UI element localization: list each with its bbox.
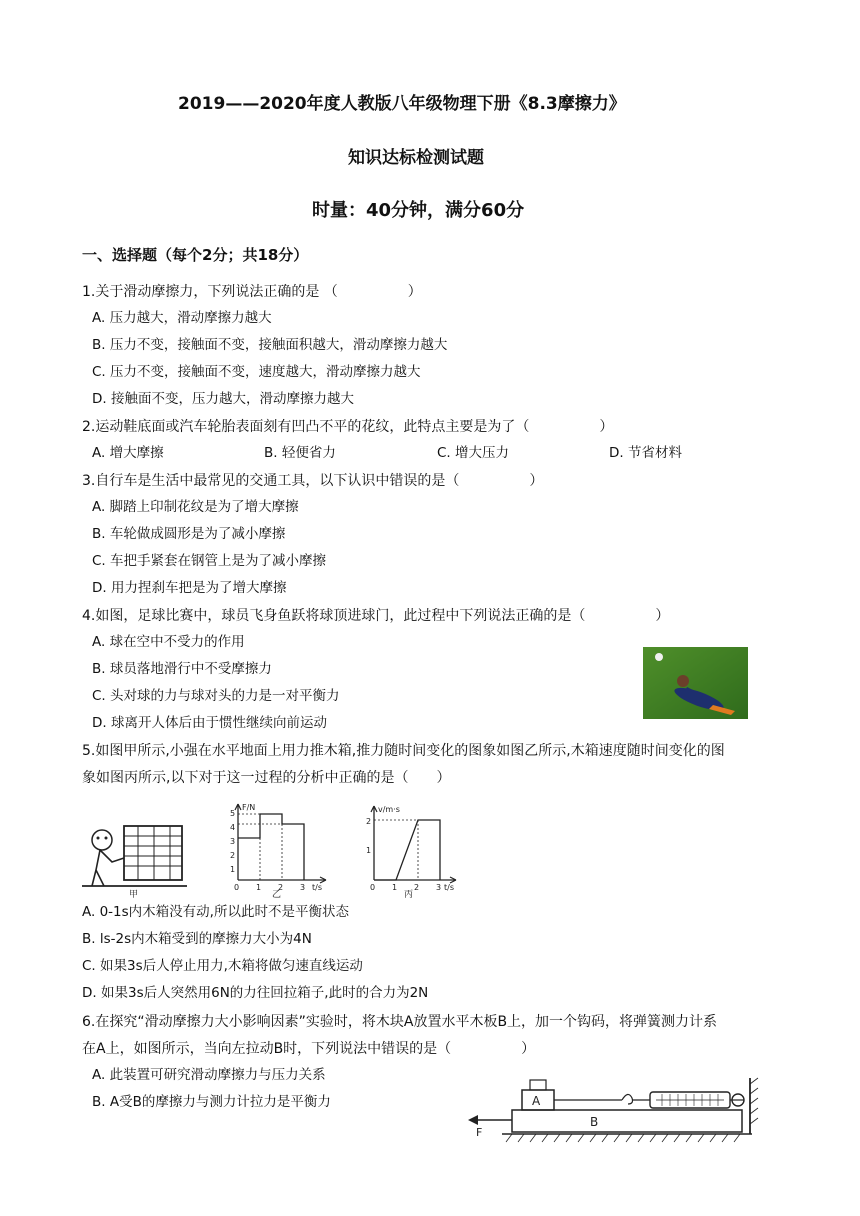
y-tick: 4 (230, 823, 236, 832)
question-3-option-d: D. 用力捏刹车把是为了增大摩擦 (92, 580, 287, 596)
x-tick: 2 (414, 883, 420, 892)
velocity-time-graph (360, 800, 460, 898)
x-tick: 0 (234, 883, 240, 892)
x-tick: 3 (436, 883, 442, 892)
label-jia: 甲 (129, 890, 139, 898)
question-1-option-c: C. 压力不变，接触面不变，速度越大，滑动摩擦力越大 (92, 364, 421, 380)
question-3-option-c: C. 车把手紧套在钢管上是为了减小摩擦 (92, 553, 327, 569)
question-5-option-c: C. 如果3s后人停止用力,木箱将做匀速直线运动 (82, 958, 363, 974)
velocity-line (374, 820, 440, 880)
question-5-option-a: A. 0-1s内木箱没有动,所以此时不是平衡状态 (82, 904, 349, 920)
question-2-option-b: B. 轻便省力 (264, 445, 336, 461)
question-4-option-a: A. 球在空中不受力的作用 (92, 634, 245, 650)
x-tick: 1 (392, 883, 398, 892)
question-6-option-a: A. 此装置可研究滑动摩擦力与压力关系 (92, 1067, 326, 1083)
label-board-b: B (590, 1115, 599, 1129)
friction-apparatus-diagram (462, 1074, 762, 1146)
question-4-stem: 4.如图，足球比赛中，球员飞身鱼跃将球顶进球门，此过程中下列说法正确的是（ ） (82, 608, 670, 624)
graph2-ylabel: v/m·s (378, 805, 400, 814)
question-4-option-b: B. 球员落地滑行中不受摩擦力 (92, 661, 272, 677)
y-tick: 1 (366, 846, 372, 855)
question-4-option-d: D. 球离开人体后由于惯性继续向前运动 (92, 715, 327, 731)
y-tick: 1 (230, 865, 236, 874)
question-4-option-c: C. 头对球的力与球对头的力是一对平衡力 (92, 688, 340, 704)
graph1-ylabel: F/N (242, 803, 256, 812)
x-tick: 3 (300, 883, 306, 892)
label-bing: 丙 (404, 890, 414, 898)
question-1-stem: 1.关于滑动摩擦力，下列说法正确的是 （ ） (82, 284, 422, 300)
question-2-option-c: C. 增大压力 (437, 445, 510, 461)
question-3-option-a: A. 脚踏上印制花纹是为了增大摩擦 (92, 499, 299, 515)
question-1-option-a: A. 压力越大，滑动摩擦力越大 (92, 310, 272, 326)
label-yi: 乙 (272, 890, 282, 898)
question-5-stem-line1: 5.如图甲所示,小强在水平地面上用力推木箱,推力随时间变化的图象如图乙所示,木箱速度随时间变化的图 (82, 743, 725, 759)
question-3-option-b: B. 车轮做成圆形是为了减小摩擦 (92, 526, 286, 542)
force-time-graph (224, 798, 332, 898)
document-subtitle: 知识达标检测试题 (348, 148, 484, 168)
y-tick: 2 (230, 851, 236, 860)
soccer-header-photo (643, 647, 748, 719)
question-6-stem-line2: 在A上，如图所示，当向左拉动B时，下列说法中错误的是（ ） (82, 1041, 536, 1057)
question-5-stem-line2: 象如图丙所示,以下对于这一过程的分析中正确的是（ ） (82, 770, 451, 786)
label-force-f: F (476, 1126, 483, 1139)
x-tick: 2 (278, 883, 284, 892)
question-5-option-d: D. 如果3s后人突然用6N的力往回拉箱子,此时的合力为2N (82, 985, 429, 1001)
time-info: 时量：40分钟，满分60分 (312, 200, 525, 221)
question-5-option-b: B. ls-2s内木箱受到的摩擦力大小为4N (82, 931, 312, 947)
y-tick: 2 (366, 817, 372, 826)
question-6-option-b: B. A受B的摩擦力与测力计拉力是平衡力 (92, 1094, 331, 1110)
question-2-option-a: A. 增大摩擦 (92, 445, 164, 461)
question-2-stem: 2.运动鞋底面或汽车轮胎表面刻有凹凸不平的花纹，此特点主要是为了（ ） (82, 419, 614, 435)
y-tick: 5 (230, 809, 236, 818)
graph1-xlabel: t/s (312, 883, 322, 892)
question-1-option-d: D. 接触面不变，压力越大，滑动摩擦力越大 (92, 391, 354, 407)
graph2-xlabel: t/s (444, 883, 454, 892)
question-6-stem-line1: 6.在探究“滑动摩擦力大小影响因素”实验时，将木块A放置水平木板B上，加一个钩码，将弹簧测力计系 (82, 1014, 718, 1030)
push-box-illustration (82, 800, 187, 898)
x-tick: 0 (370, 883, 376, 892)
question-2-option-d: D. 节省材料 (609, 445, 682, 461)
y-tick: 3 (230, 837, 236, 846)
document-title: 2019——2020年度人教版八年级物理下册《8.3摩擦力》 (178, 94, 626, 114)
question-3-stem: 3.自行车是生活中最常见的交通工具，以下认识中错误的是（ ） (82, 473, 544, 489)
question-1-option-b: B. 压力不变，接触面不变，接触面积越大，滑动摩擦力越大 (92, 337, 448, 353)
label-block-a: A (532, 1094, 541, 1108)
x-tick: 1 (256, 883, 262, 892)
section-heading: 一、选择题（每个2分；共18分） (82, 246, 309, 264)
